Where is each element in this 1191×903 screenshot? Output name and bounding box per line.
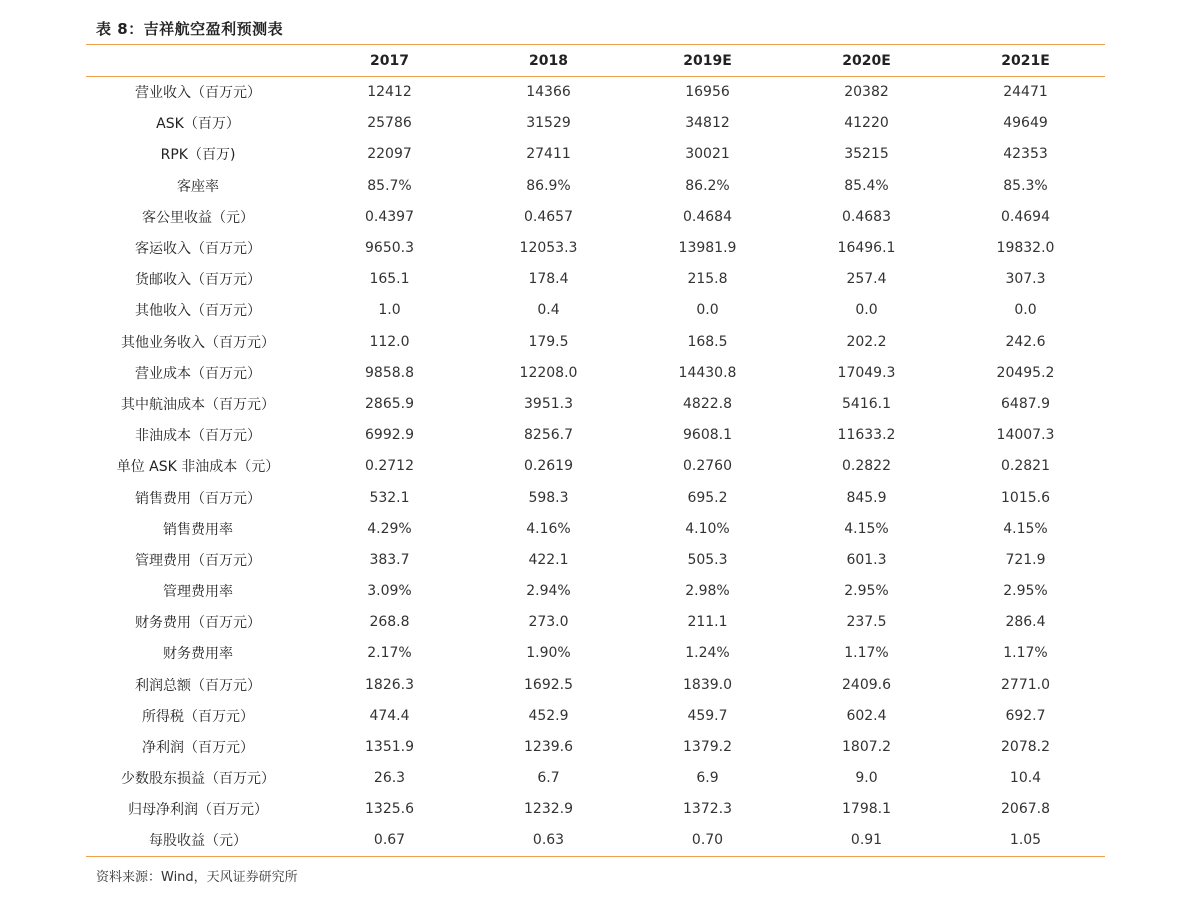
table-row — [86, 77, 1105, 108]
table-row — [86, 763, 1105, 794]
value-cell: 2865.9 — [365, 395, 414, 412]
table-row — [86, 264, 1105, 295]
value-cell: 9650.3 — [365, 240, 414, 257]
value-cell: 383.7 — [369, 551, 410, 568]
value-cell: 49649 — [1003, 115, 1048, 132]
value-cell: 11633.2 — [837, 427, 896, 444]
value-cell: 10.4 — [1009, 770, 1042, 787]
value-cell: 1.90% — [526, 645, 571, 662]
value-cell: 0.2822 — [842, 458, 891, 475]
value-cell: 257.4 — [846, 271, 887, 288]
row-label: 客座率 — [177, 178, 219, 195]
header-year-2017: 2017 — [370, 52, 409, 69]
value-cell: 1379.2 — [683, 739, 732, 756]
value-cell: 237.5 — [846, 614, 887, 631]
value-cell: 0.2712 — [365, 458, 414, 475]
row-label: 客运收入（百万元） — [135, 241, 261, 258]
value-cell: 721.9 — [1005, 551, 1046, 568]
row-label: 管理费用（百万元） — [135, 552, 261, 569]
row-label: 货邮收入（百万元） — [135, 272, 261, 289]
value-cell: 22097 — [367, 146, 412, 163]
value-cell: 20382 — [844, 84, 889, 101]
value-cell: 459.7 — [687, 707, 728, 724]
row-label: 每股收益（元） — [149, 833, 247, 850]
row-label: 客公里收益（元） — [142, 209, 254, 226]
value-cell: 0.91 — [850, 832, 883, 849]
value-cell: 35215 — [844, 146, 889, 163]
row-label: 非油成本（百万元） — [135, 428, 261, 445]
row-label: 其他业务收入（百万元） — [121, 334, 275, 351]
row-label: 少数股东损益（百万元） — [121, 771, 275, 788]
table-row — [86, 731, 1105, 762]
value-cell: 0.4657 — [524, 208, 573, 225]
value-cell: 31529 — [526, 115, 571, 132]
value-cell: 12053.3 — [519, 240, 578, 257]
row-label: 管理费用率 — [163, 584, 233, 601]
table-row — [86, 139, 1105, 170]
value-cell: 85.4% — [844, 177, 889, 194]
value-cell: 0.0 — [1014, 302, 1037, 319]
value-cell: 5416.1 — [842, 395, 891, 412]
table-header — [86, 45, 1105, 77]
header-year-2018: 2018 — [529, 52, 568, 69]
value-cell: 1372.3 — [683, 801, 732, 818]
value-cell: 16956 — [685, 84, 730, 101]
value-cell: 2078.2 — [1001, 739, 1050, 756]
table-caption: 表 8：吉祥航空盈利预测表 — [96, 20, 284, 38]
value-cell: 0.0 — [855, 302, 878, 319]
value-cell: 85.3% — [1003, 177, 1048, 194]
value-cell: 0.2619 — [524, 458, 573, 475]
value-cell: 1.0 — [378, 302, 401, 319]
value-cell: 30021 — [685, 146, 730, 163]
header-row — [86, 45, 1105, 77]
row-label: 利润总额（百万元） — [135, 677, 261, 694]
value-cell: 4.15% — [844, 520, 889, 537]
value-cell: 0.2821 — [1001, 458, 1050, 475]
value-cell: 0.4397 — [365, 208, 414, 225]
value-cell: 0.67 — [373, 832, 406, 849]
value-cell: 505.3 — [687, 551, 728, 568]
value-cell: 12412 — [367, 84, 412, 101]
value-cell: 532.1 — [369, 489, 410, 506]
table-row — [86, 513, 1105, 544]
value-cell: 86.2% — [685, 177, 730, 194]
table-row — [86, 357, 1105, 388]
value-cell: 1826.3 — [365, 676, 414, 693]
value-cell: 6992.9 — [365, 427, 414, 444]
table-row — [86, 108, 1105, 139]
table-row — [86, 638, 1105, 669]
value-cell: 0.0 — [696, 302, 719, 319]
table-row — [86, 451, 1105, 482]
value-cell: 1.17% — [1003, 645, 1048, 662]
value-cell: 1015.6 — [1001, 489, 1050, 506]
value-cell: 3.09% — [367, 583, 412, 600]
table-row — [86, 388, 1105, 419]
value-cell: 452.9 — [528, 707, 569, 724]
value-cell: 13981.9 — [678, 240, 737, 257]
header-year-2021e: 2021E — [1001, 52, 1050, 69]
value-cell: 0.2760 — [683, 458, 732, 475]
value-cell: 178.4 — [528, 271, 569, 288]
value-cell: 598.3 — [528, 489, 569, 506]
value-cell: 86.9% — [526, 177, 571, 194]
row-label: 销售费用（百万元） — [135, 490, 261, 507]
value-cell: 1798.1 — [842, 801, 891, 818]
value-cell: 6487.9 — [1001, 395, 1050, 412]
value-cell: 695.2 — [687, 489, 728, 506]
value-cell: 6.7 — [537, 770, 560, 787]
value-cell: 1692.5 — [524, 676, 573, 693]
value-cell: 1.17% — [844, 645, 889, 662]
table-row — [86, 482, 1105, 513]
value-cell: 19832.0 — [996, 240, 1055, 257]
value-cell: 474.4 — [369, 707, 410, 724]
row-label: 财务费用（百万元） — [135, 615, 261, 632]
value-cell: 2.98% — [685, 583, 730, 600]
value-cell: 26.3 — [373, 770, 406, 787]
value-cell: 17049.3 — [837, 364, 896, 381]
value-cell: 422.1 — [528, 551, 569, 568]
row-label: 其他收入（百万元） — [135, 303, 261, 320]
value-cell: 2.17% — [367, 645, 412, 662]
forecast-table-container — [86, 44, 1105, 857]
table-row — [86, 420, 1105, 451]
value-cell: 12208.0 — [519, 364, 578, 381]
value-cell: 168.5 — [687, 333, 728, 350]
row-label: ASK（百万） — [156, 116, 240, 133]
value-cell: 242.6 — [1005, 333, 1046, 350]
value-cell: 1.24% — [685, 645, 730, 662]
value-cell: 211.1 — [687, 614, 728, 631]
value-cell: 0.4684 — [683, 208, 732, 225]
table-row — [86, 544, 1105, 575]
table-row — [86, 232, 1105, 263]
value-cell: 1839.0 — [683, 676, 732, 693]
header-label-cell — [86, 45, 310, 77]
table-row — [86, 794, 1105, 825]
row-label: 营业收入（百万元） — [135, 85, 261, 102]
value-cell: 85.7% — [367, 177, 412, 194]
table-row — [86, 700, 1105, 731]
value-cell: 112.0 — [369, 333, 410, 350]
value-cell: 179.5 — [528, 333, 569, 350]
value-cell: 0.63 — [532, 832, 565, 849]
row-label: 销售费用率 — [163, 521, 233, 538]
value-cell: 0.4694 — [1001, 208, 1050, 225]
row-label: 财务费用率 — [163, 646, 233, 663]
value-cell: 6.9 — [696, 770, 719, 787]
value-cell: 0.70 — [691, 832, 724, 849]
value-cell: 601.3 — [846, 551, 887, 568]
value-cell: 2.94% — [526, 583, 571, 600]
value-cell: 286.4 — [1005, 614, 1046, 631]
table-row — [86, 201, 1105, 232]
row-label: RPK（百万) — [160, 147, 236, 164]
value-cell: 9.0 — [855, 770, 878, 787]
header-year-2020e: 2020E — [842, 52, 891, 69]
table-row — [86, 295, 1105, 326]
value-cell: 9608.1 — [683, 427, 732, 444]
value-cell: 1325.6 — [365, 801, 414, 818]
table-row — [86, 326, 1105, 357]
value-cell: 24471 — [1003, 84, 1048, 101]
value-cell: 202.2 — [846, 333, 887, 350]
value-cell: 0.4 — [537, 302, 560, 319]
table-row — [86, 576, 1105, 607]
value-cell: 4.10% — [685, 520, 730, 537]
table-row — [86, 825, 1105, 856]
value-cell: 34812 — [685, 115, 730, 132]
value-cell: 4822.8 — [683, 395, 732, 412]
value-cell: 2409.6 — [842, 676, 891, 693]
value-cell: 2.95% — [1003, 583, 1048, 600]
value-cell: 4.15% — [1003, 520, 1048, 537]
table-row — [86, 607, 1105, 638]
value-cell: 41220 — [844, 115, 889, 132]
value-cell: 4.16% — [526, 520, 571, 537]
value-cell: 268.8 — [369, 614, 410, 631]
value-cell: 14007.3 — [996, 427, 1055, 444]
value-cell: 273.0 — [528, 614, 569, 631]
value-cell: 3951.3 — [524, 395, 573, 412]
table-row — [86, 669, 1105, 700]
value-cell: 14366 — [526, 84, 571, 101]
value-cell: 1239.6 — [524, 739, 573, 756]
row-label: 所得税（百万元） — [142, 708, 254, 725]
value-cell: 42353 — [1003, 146, 1048, 163]
value-cell: 602.4 — [846, 707, 887, 724]
value-cell: 2.95% — [844, 583, 889, 600]
value-cell: 8256.7 — [524, 427, 573, 444]
profit-forecast-table — [86, 44, 1105, 857]
row-label: 其中航油成本（百万元） — [121, 396, 275, 413]
row-label: 营业成本（百万元） — [135, 365, 261, 382]
value-cell: 845.9 — [846, 489, 887, 506]
value-cell: 2771.0 — [1001, 676, 1050, 693]
value-cell: 4.29% — [367, 520, 412, 537]
value-cell: 0.4683 — [842, 208, 891, 225]
header-year-2019e: 2019E — [683, 52, 732, 69]
table-body — [86, 77, 1105, 857]
value-cell: 16496.1 — [837, 240, 896, 257]
value-cell: 692.7 — [1005, 707, 1046, 724]
value-cell: 1807.2 — [842, 739, 891, 756]
value-cell: 1232.9 — [524, 801, 573, 818]
row-label: 净利润（百万元） — [142, 740, 254, 757]
value-cell: 27411 — [526, 146, 571, 163]
row-label: 单位 ASK 非油成本（元） — [116, 459, 280, 476]
value-cell: 9858.8 — [365, 364, 414, 381]
value-cell: 307.3 — [1005, 271, 1046, 288]
value-cell: 1351.9 — [365, 739, 414, 756]
value-cell: 2067.8 — [1001, 801, 1050, 818]
value-cell: 165.1 — [369, 271, 410, 288]
value-cell: 215.8 — [687, 271, 728, 288]
value-cell: 14430.8 — [678, 364, 737, 381]
value-cell: 20495.2 — [996, 364, 1055, 381]
table-row — [86, 170, 1105, 201]
row-label: 归母净利润（百万元） — [128, 802, 268, 819]
source-note: 资料来源：Wind，天风证券研究所 — [96, 870, 298, 885]
value-cell: 25786 — [367, 115, 412, 132]
value-cell: 1.05 — [1009, 832, 1042, 849]
